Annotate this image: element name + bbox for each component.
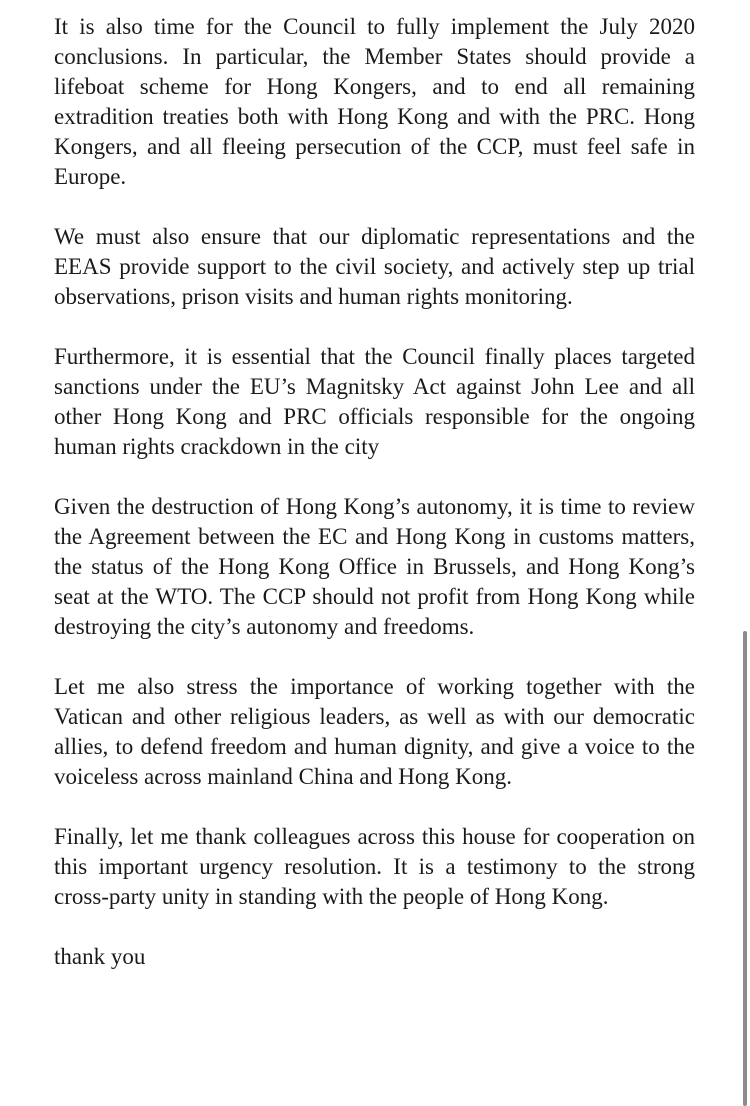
paragraph-thanks-colleagues: Finally, let me thank colleagues across this house for cooperation on this important urgency resolution. It is a testimony to the strong cross-party unity in standing with the people of Hong Kong. <box>54 824 695 909</box>
paragraph-autonomy-review: Given the destruction of Hong Kong’s autonomy, it is time to review the Agreement between the EC and Hong Kong in customs matters, the status of the Hong Kong Office in Brussels, and Hong Kong’s seat at the WTO. The CCP should not profit from Hong Kong while destroying the city’s autonomy and freedoms. <box>54 494 695 639</box>
paragraph-diplomatic-support: We must also ensure that our diplomatic representations and the EEAS provide support to the civil society, and actively step up trial observations, prison visits and human rights monitoring. <box>54 224 695 309</box>
paragraph-religious-leaders: Let me also stress the importance of working together with the Vatican and other religious leaders, as well as with our democratic allies, to defend freedom and human dignity, and give a voice to the voiceless across mainland China and Hong Kong. <box>54 674 695 789</box>
closing-line: thank you <box>54 944 146 969</box>
document-body <box>54 12 695 972</box>
paragraph-council-conclusions: It is also time for the Council to fully implement the July 2020 conclusions. In particular, the Member States should provide a lifeboat scheme for Hong Kongers, and to end all remaining extradition treaties both with Hong Kong and with the PRC. Hong Kongers, and all fleeing persecution of the CCP, must feel safe in Europe. <box>54 14 695 189</box>
paragraph-targeted-sanctions: Furthermore, it is essential that the Council finally places targeted sanctions under the EU’s Magnitsky Act against John Lee and all other Hong Kong and PRC officials responsible for the ongoing human rights crackdown in the city <box>54 344 695 459</box>
vertical-scrollbar[interactable] <box>743 631 747 1106</box>
